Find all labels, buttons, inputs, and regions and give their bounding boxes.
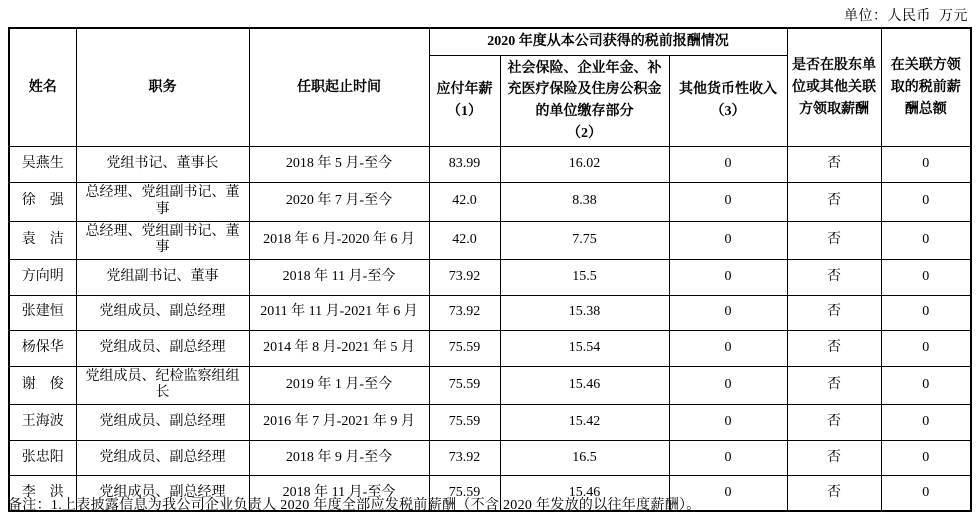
table-row (9, 295, 971, 331)
table-row (9, 405, 971, 441)
salary-table (8, 27, 972, 512)
table-row (9, 182, 971, 221)
table-header (9, 28, 971, 147)
cell-other-income: 0 (669, 260, 787, 296)
table-row (9, 147, 971, 183)
cell-insurance: 16.5 (500, 440, 669, 476)
col-group-header-2020-compensation: 2020 年度从本公司获得的税前报酬情况 (429, 28, 787, 55)
cell-external-pay: 否 (787, 221, 881, 260)
unit-label: 单位：人民币 万元 (844, 9, 968, 24)
cell-other-income: 0 (669, 182, 787, 221)
cell-salary: 73.92 (429, 260, 500, 296)
cell-name: 王海波 (9, 405, 76, 441)
cell-salary: 75.59 (429, 366, 500, 405)
cell-insurance: 15.46 (500, 366, 669, 405)
cell-term: 2018 年 11 月-至今 (249, 476, 429, 512)
cell-term: 2019 年 1 月-至今 (249, 366, 429, 405)
cell-external-pay: 否 (787, 295, 881, 331)
cell-position: 总经理、党组副书记、董事 (76, 221, 249, 260)
col-header-external-pay: 是否在股东单位或其他关联方领取薪酬 (787, 28, 881, 147)
table-row (9, 366, 971, 405)
cell-position: 党组成员、副总经理 (76, 331, 249, 367)
table-row (9, 221, 971, 260)
cell-related-total: 0 (881, 366, 971, 405)
cell-name: 袁 洁 (9, 221, 76, 260)
col-header-related-total: 在关联方领取的税前薪酬总额 (881, 28, 971, 147)
cell-insurance: 15.46 (500, 476, 669, 512)
cell-position: 党组成员、副总经理 (76, 440, 249, 476)
cell-insurance: 15.42 (500, 405, 669, 441)
cell-term: 2018 年 11 月-至今 (249, 260, 429, 296)
cell-other-income: 0 (669, 476, 787, 512)
cell-term: 2020 年 7 月-至今 (249, 182, 429, 221)
col-header-salary (429, 55, 500, 147)
cell-name: 谢 俊 (9, 366, 76, 405)
col-header-term: 任职起止时间 (249, 28, 429, 147)
cell-other-income: 0 (669, 405, 787, 441)
cell-related-total: 0 (881, 295, 971, 331)
table-row (9, 440, 971, 476)
cell-insurance: 15.54 (500, 331, 669, 367)
cell-term: 2018 年 6 月-2020 年 6 月 (249, 221, 429, 260)
cell-other-income: 0 (669, 331, 787, 367)
cell-related-total: 0 (881, 440, 971, 476)
col-header-other-income-number: （3） (710, 104, 746, 120)
cell-position: 党组成员、副总经理 (76, 405, 249, 441)
cell-external-pay: 否 (787, 405, 881, 441)
cell-insurance: 8.38 (500, 182, 669, 221)
table-row (9, 331, 971, 367)
cell-external-pay: 否 (787, 366, 881, 405)
cell-related-total: 0 (881, 147, 971, 183)
cell-term: 2018 年 9 月-至今 (249, 440, 429, 476)
cell-insurance: 15.5 (500, 260, 669, 296)
header-row-1 (9, 28, 971, 55)
cell-external-pay: 否 (787, 476, 881, 512)
cell-related-total: 0 (881, 221, 971, 260)
cell-salary: 83.99 (429, 147, 500, 183)
cell-insurance: 7.75 (500, 221, 669, 260)
cell-salary: 42.0 (429, 221, 500, 260)
cell-term: 2018 年 5 月-至今 (249, 147, 429, 183)
col-header-insurance-label: 社会保险、企业年金、补充医疗保险及住房公积金的单位缴存部分 (507, 60, 662, 120)
cell-related-total: 0 (881, 476, 971, 512)
cell-position: 总经理、党组副书记、董事 (76, 182, 249, 221)
table-row (9, 260, 971, 296)
cell-term: 2011 年 11 月-2021 年 6 月 (249, 295, 429, 331)
cell-salary: 73.92 (429, 295, 500, 331)
cell-related-total: 0 (881, 182, 971, 221)
cell-salary: 75.59 (429, 331, 500, 367)
cell-name: 方向明 (9, 260, 76, 296)
col-header-insurance-number: （2） (567, 125, 602, 141)
cell-name: 吴燕生 (9, 147, 76, 183)
cell-external-pay: 否 (787, 147, 881, 183)
col-header-other-income-label: 其他货币性收入 (679, 82, 777, 98)
col-header-name: 姓名 (9, 28, 76, 147)
cell-position: 党组副书记、董事 (76, 260, 249, 296)
table-body (9, 147, 971, 511)
col-header-position: 职务 (76, 28, 249, 147)
cell-term: 2016 年 7 月-2021 年 9 月 (249, 405, 429, 441)
cell-other-income: 0 (669, 147, 787, 183)
cell-salary: 75.59 (429, 476, 500, 512)
col-header-salary-label: 应付年薪 (436, 82, 493, 98)
cell-other-income: 0 (669, 366, 787, 405)
cell-external-pay: 否 (787, 182, 881, 221)
cell-term: 2014 年 8 月-2021 年 5 月 (249, 331, 429, 367)
cell-position: 党组成员、副总经理 (76, 295, 249, 331)
cell-name: 张忠阳 (9, 440, 76, 476)
cell-external-pay: 否 (787, 440, 881, 476)
cell-related-total: 0 (881, 331, 971, 367)
cell-name: 李 洪 (9, 476, 76, 512)
cell-position: 党组成员、副总经理 (76, 476, 249, 512)
cell-name: 张建恒 (9, 295, 76, 331)
cell-salary: 75.59 (429, 405, 500, 441)
cell-related-total: 0 (881, 260, 971, 296)
cell-related-total: 0 (881, 405, 971, 441)
cell-other-income: 0 (669, 295, 787, 331)
cell-other-income: 0 (669, 221, 787, 260)
col-header-salary-number: （1） (447, 104, 482, 120)
col-header-insurance (500, 55, 669, 147)
cell-other-income: 0 (669, 440, 787, 476)
cell-insurance: 15.38 (500, 295, 669, 331)
cell-salary: 42.0 (429, 182, 500, 221)
cell-insurance: 16.02 (500, 147, 669, 183)
cell-name: 徐 强 (9, 182, 76, 221)
cell-name: 杨保华 (9, 331, 76, 367)
cell-position: 党组书记、董事长 (76, 147, 249, 183)
col-header-other-income (669, 55, 787, 147)
cell-external-pay: 否 (787, 260, 881, 296)
cell-external-pay: 否 (787, 331, 881, 367)
cell-position: 党组成员、纪检监察组组长 (76, 366, 249, 405)
cell-salary: 73.92 (429, 440, 500, 476)
footnote: 备注：1.上表披露信息为我公司企业负责人 2020 年度全部应发税前薪酬（不含 2020 年发放的以往年度薪酬）。 (8, 498, 701, 513)
